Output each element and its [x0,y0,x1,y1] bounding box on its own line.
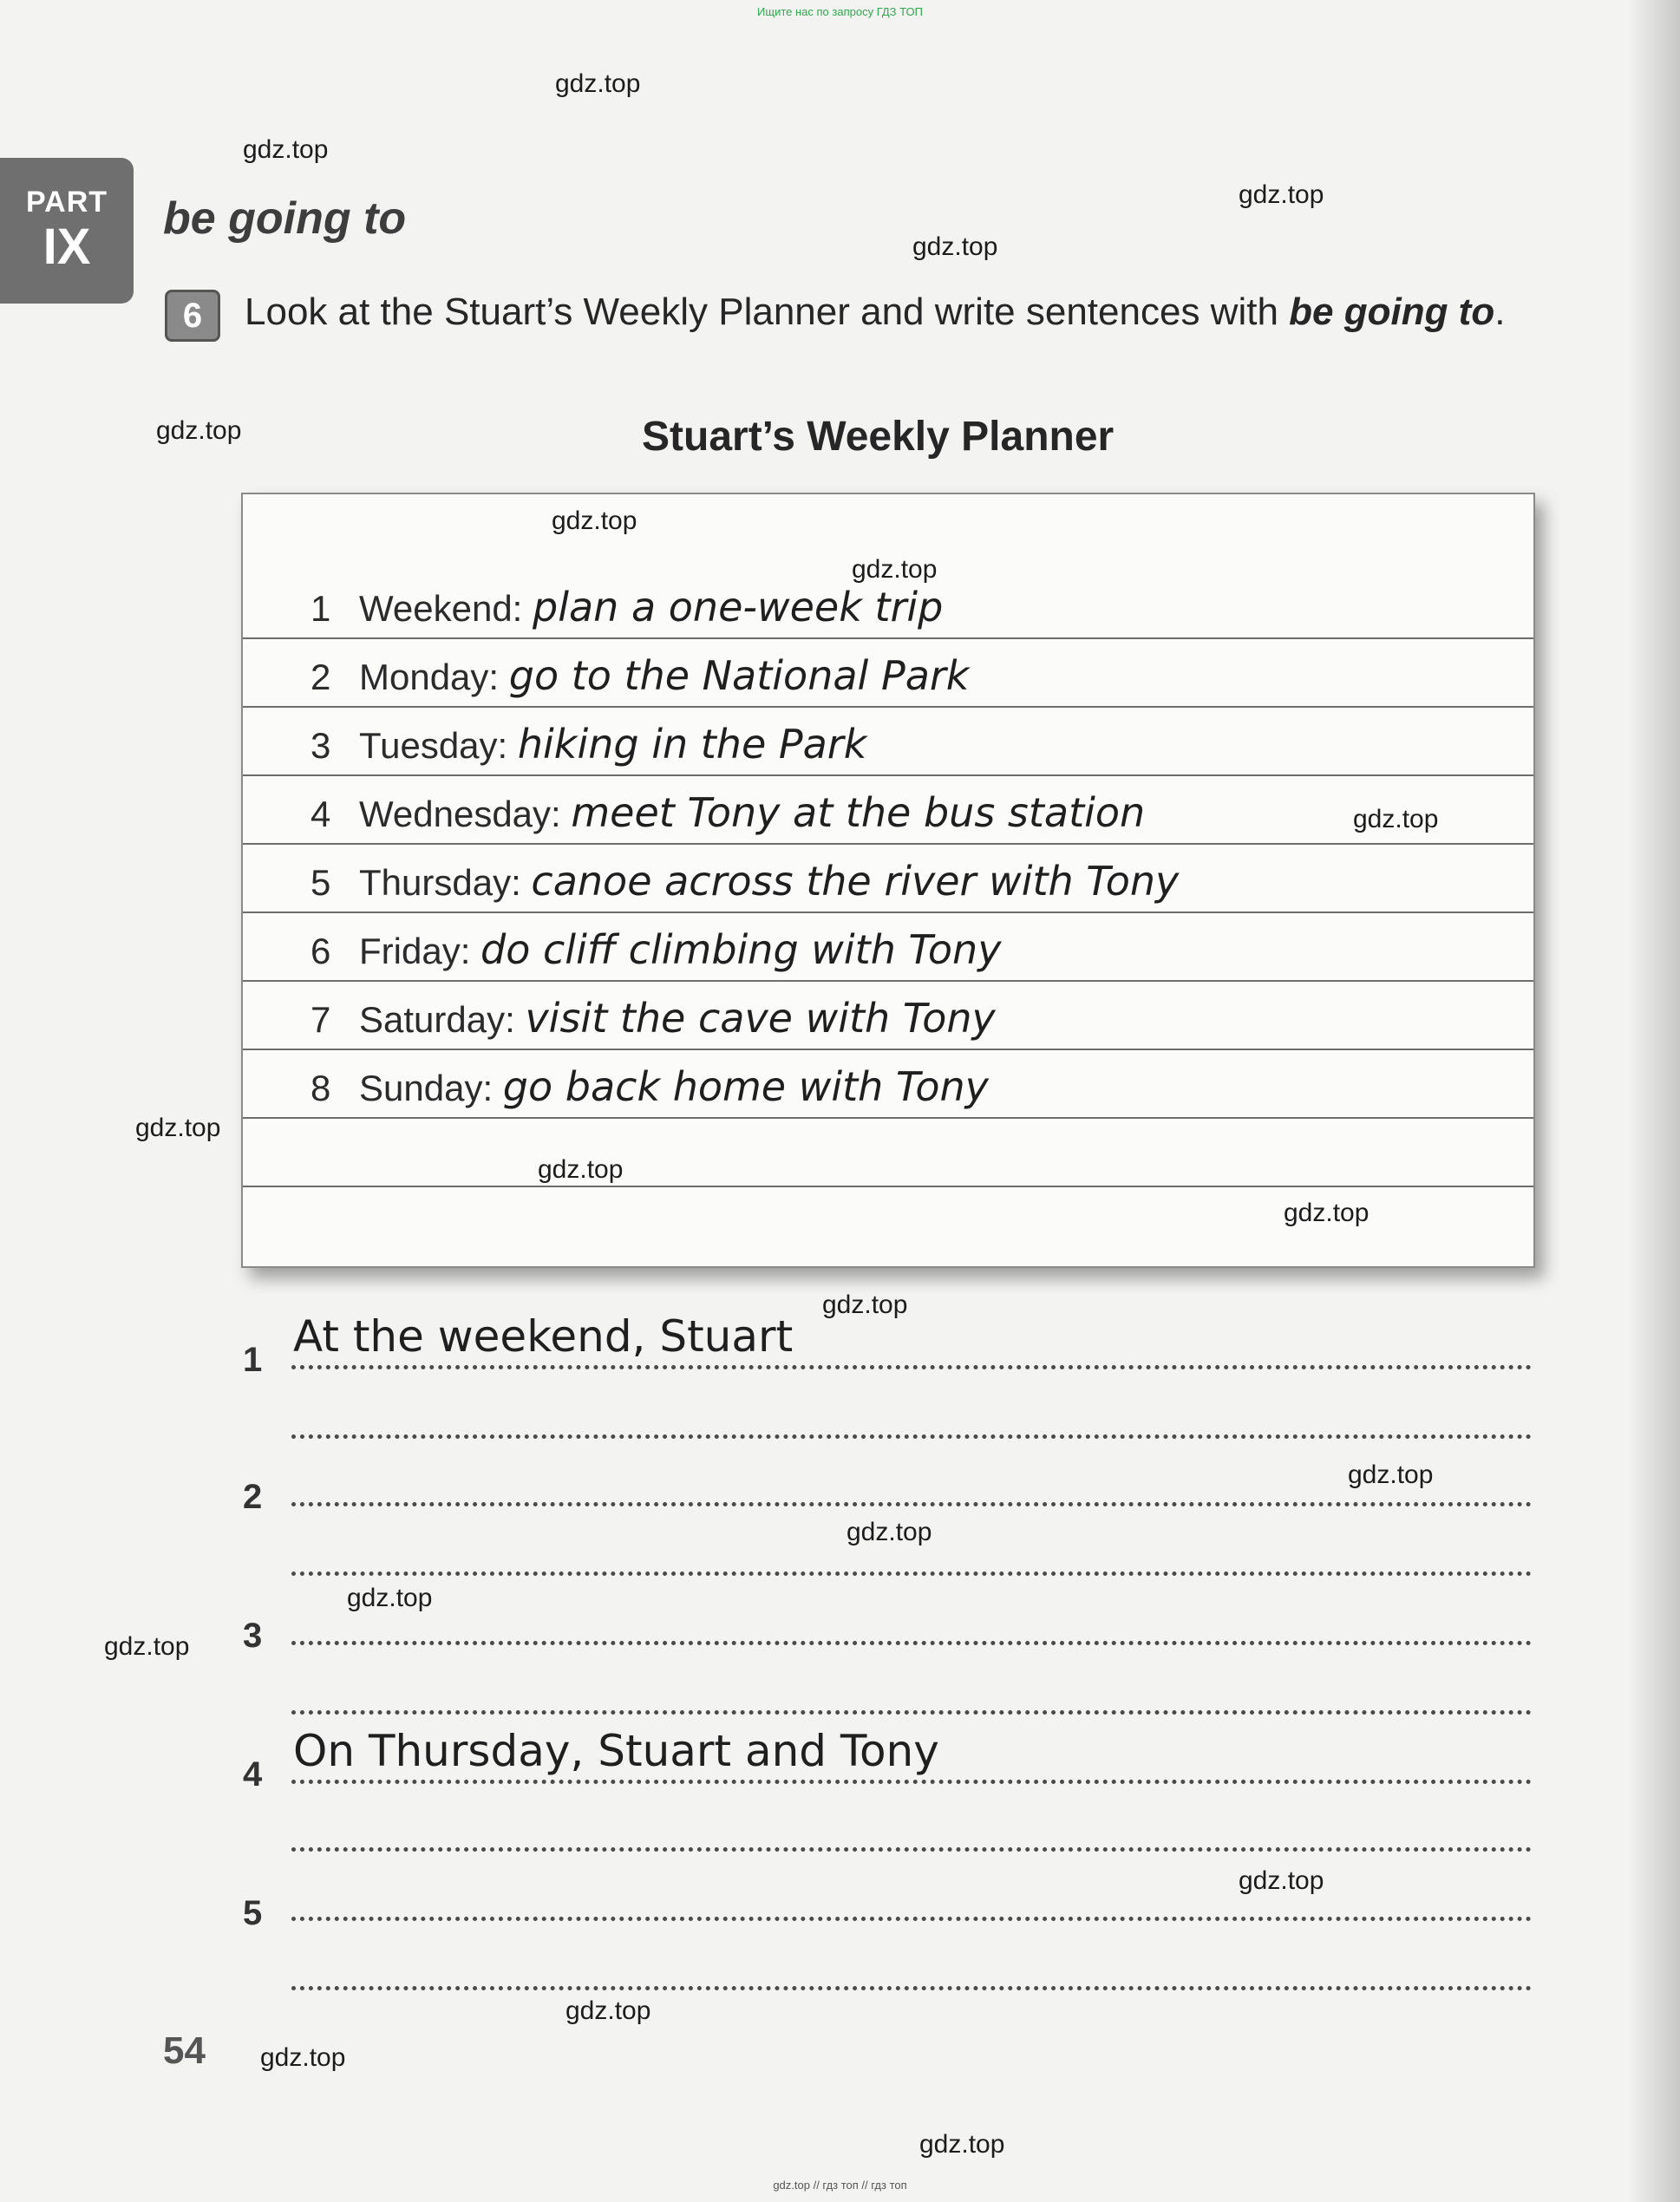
answer-1-line-b[interactable] [291,1434,1532,1439]
planner-row [243,1119,1533,1187]
watermark: gdz.top [347,1584,433,1612]
watermark: gdz.top [156,416,242,445]
planner-row [243,639,1533,708]
watermark: gdz.top [135,1114,221,1142]
watermark: gdz.top [1284,1199,1369,1227]
planner-row [243,708,1533,776]
watermark: gdz.top [852,555,938,584]
planner-row-day: Tuesday: [359,725,508,766]
footer-note: gdz.top // гдз топ // гдз топ [773,2179,907,2192]
instruction-bold: be going to [1289,291,1495,333]
answer-2-line-a[interactable] [291,1502,1532,1506]
planner-row-number: 4 [311,794,331,834]
planner-row-number: 5 [311,862,331,903]
planner-row-plan: go back home with Tony [502,1063,989,1110]
page-number: 54 [163,2029,206,2072]
watermark: gdz.top [552,506,637,535]
planner-row-plan: go to the National Park [508,652,970,699]
weekly-planner [241,493,1535,1268]
instruction-end: . [1494,291,1506,333]
planner-row-day: Weekend: [359,588,523,629]
planner-row-day: Thursday: [359,862,521,903]
planner-row-plan: visit the cave with Tony [525,995,996,1042]
planner-title: Stuart’s Weekly Planner [642,414,1115,460]
answer-1-line-a[interactable] [291,1365,1532,1369]
instruction-start: Look at the Stuart’s Weekly Planner and write sentences with [245,291,1290,333]
planner-row-number: 2 [311,657,331,697]
header-note: Ищите нас по запросу ГДЗ ТОП [757,5,923,18]
answer-5-number: 5 [243,1894,263,1932]
watermark: gdz.top [919,2130,1005,2159]
answer-4-text: On Thursday, Stuart and Tony [293,1726,939,1776]
planner-row-number: 1 [311,588,331,629]
watermark: gdz.top [104,1632,190,1661]
watermark: gdz.top [822,1290,908,1319]
planner-row [243,845,1533,913]
planner-row-day: Monday: [359,657,500,697]
planner-row-number: 8 [311,1068,331,1108]
answer-4-line-a[interactable] [291,1780,1532,1784]
exercise-instruction [245,286,1537,338]
planner-row-day: Sunday: [359,1068,494,1108]
planner-row [243,913,1533,982]
planner-row-day: Friday: [359,931,471,971]
planner-row-plan: hiking in the Park [517,721,867,768]
answer-5-line-a[interactable] [291,1917,1532,1921]
answer-1-text: At the weekend, Stuart [293,1311,794,1362]
watermark: gdz.top [555,69,641,98]
planner-row [243,776,1533,845]
section-title: be going to [163,193,407,244]
answer-2-line-b[interactable] [291,1571,1532,1576]
answer-3-line-a[interactable] [291,1641,1532,1645]
answer-3-line-b[interactable] [291,1710,1532,1715]
watermark: gdz.top [1239,1866,1324,1895]
planner-row-day: Saturday: [359,999,515,1040]
part-word: PART [25,186,108,219]
watermark: gdz.top [847,1518,932,1546]
planner-row-plan: meet Tony at the bus station [571,789,1146,836]
watermark: gdz.top [1348,1460,1434,1489]
planner-row-plan: plan a one-week trip [533,584,944,631]
planner-row-plan: do cliff climbing with Tony [480,926,1002,973]
watermark: gdz.top [565,1996,651,2025]
answer-5-line-b[interactable] [291,1986,1532,1990]
planner-row-number: 6 [311,931,331,971]
planner-row [243,982,1533,1050]
answer-3-number: 3 [243,1617,263,1655]
answer-2-number: 2 [243,1478,263,1516]
planner-row [243,1050,1533,1119]
exercise-number-badge: 6 [165,290,220,342]
planner-row-number: 3 [311,725,331,766]
watermark: gdz.top [912,232,998,261]
part-numeral: IX [42,219,91,275]
answer-4-line-b[interactable] [291,1847,1532,1852]
planner-row-number: 7 [311,999,331,1040]
watermark: gdz.top [1353,805,1439,833]
answer-4-number: 4 [243,1755,263,1794]
watermark: gdz.top [538,1155,624,1184]
part-tab [0,158,134,304]
watermark: gdz.top [260,2043,346,2072]
page-spine-shadow [1628,0,1680,2202]
planner-row-day: Wednesday: [359,794,561,834]
watermark: gdz.top [243,135,329,164]
planner-row-plan: canoe across the river with Tony [531,858,1180,905]
watermark: gdz.top [1239,180,1324,209]
answer-1-number: 1 [243,1341,263,1379]
